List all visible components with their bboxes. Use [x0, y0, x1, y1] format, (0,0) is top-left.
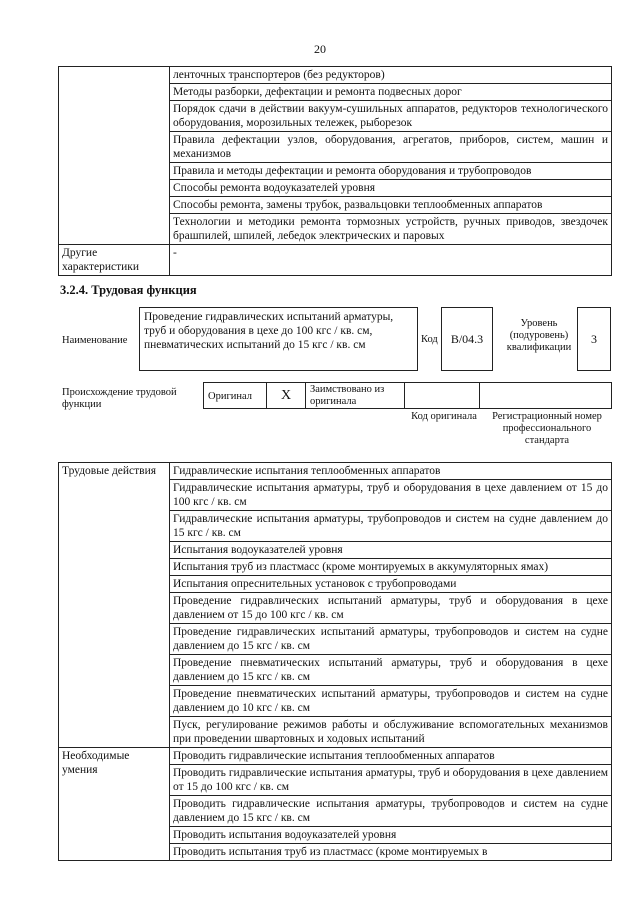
required-skills-label: Необходимые умения	[59, 748, 170, 861]
code-original-caption: Код оригинала	[411, 411, 477, 422]
name-label: Наименование	[62, 335, 128, 346]
knowledge-row: Технологии и методики ремонта тормозных устройств, ручных приводов, звездочек брашпилей, шпилей, лебедок электрических и паровых	[170, 214, 612, 245]
labor-action-row: Проведение гидравлических испытаний арматуры, трубопроводов и систем на судне давлением до 15 кгс / кв. см	[170, 624, 612, 655]
other-characteristics-label: Другие характеристики	[59, 245, 170, 276]
qualification-level-label: Уровень (подуровень) квалификации	[506, 318, 572, 353]
function-details-table	[58, 462, 612, 861]
original-mark: X	[266, 382, 306, 409]
knowledge-row: Способы ремонта водоуказателей уровня	[170, 180, 612, 197]
reg-number-cell	[479, 382, 612, 409]
labor-action-row: Испытания труб из пластмасс (кроме монтируемых в аккумуляторных ямах)	[170, 559, 612, 576]
reg-number-caption: Регистрационный номер профессионального стандарта	[492, 411, 602, 446]
knowledge-row: Правила дефектации узлов, оборудования, агрегатов, приборов, систем, машин и механизмов	[170, 132, 612, 163]
knowledge-row: Правила и методы дефектации и ремонта оборудования и трубопроводов	[170, 163, 612, 180]
skill-row: Проводить гидравлические испытания арматуры, трубопроводов и систем на судне давлением до 15 кгс / кв. см	[170, 796, 612, 827]
knowledge-row: Порядок сдачи в действии вакуум-сушильных аппаратов, редукторов технологического оборудования, морозильных тележек, рыборезок	[170, 101, 612, 132]
labor-action-row: Гидравлические испытания арматуры, трубопроводов и систем на судне давлением до 15 кгс / кв. см	[170, 511, 612, 542]
labor-action-row: Пуск, регулирование режимов работы и обслуживание вспомогательных механизмов при проведении швартовных и ходовых испытаний	[170, 717, 612, 748]
borrowed-cell: Заимствовано из оригинала	[305, 382, 405, 409]
knowledge-row: Методы разборки, дефектации и ремонта подвесных дорог	[170, 84, 612, 101]
origin-label: Происхождение трудовой функции	[62, 387, 177, 410]
labor-action-row: Проведение пневматических испытаний арматуры, труб и оборудования в цехе давлением до 15 кгс / кв. см	[170, 655, 612, 686]
other-characteristics-value: -	[170, 245, 612, 276]
skill-row: Проводить гидравлические испытания арматуры, труб и оборудования в цехе давлением от 15 до 100 кгс / кв. см	[170, 765, 612, 796]
page-number: 20	[314, 42, 326, 56]
labor-action-row: Испытания водоуказателей уровня	[170, 542, 612, 559]
section-heading: 3.2.4. Трудовая функция	[60, 283, 197, 297]
label-cell-empty	[59, 67, 170, 245]
skill-row: Проводить гидравлические испытания теплообменных аппаратов	[170, 748, 612, 765]
labor-action-row: Проведение пневматических испытаний арматуры, трубопроводов и систем на судне давлением до 10 кгс / кв. см	[170, 686, 612, 717]
labor-action-row: Гидравлические испытания арматуры, труб и оборудования в цехе давлением от 15 до 100 кгс / кв. см	[170, 480, 612, 511]
knowledge-row: ленточных транспортеров (без редукторов)	[170, 67, 612, 84]
code-original-cell	[404, 382, 480, 409]
labor-action-row: Испытания опреснительных установок с трубопроводами	[170, 576, 612, 593]
skill-row: Проводить испытания труб из пластмасс (кроме монтируемых в	[170, 844, 612, 861]
knowledge-row: Способы ремонта, замены трубок, развальцовки теплообменных аппаратов	[170, 197, 612, 214]
original-cell: Оригинал	[203, 382, 267, 409]
labor-action-row: Проведение гидравлических испытаний арматуры, труб и оборудования в цехе давлением от 15 до 100 кгс / кв. см	[170, 593, 612, 624]
qualification-level-box: 3	[577, 307, 611, 371]
function-code-box: B/04.3	[441, 307, 493, 371]
code-label: Код	[421, 334, 438, 345]
function-name-box: Проведение гидравлических испытаний арматуры, труб и оборудования в цехе до 100 кгс / кв. см, пневматических испытаний до 15 кгс / кв. см	[139, 307, 418, 371]
knowledge-table	[58, 66, 612, 276]
labor-actions-label: Трудовые действия	[59, 463, 170, 748]
labor-action-row: Гидравлические испытания теплообменных аппаратов	[170, 463, 612, 480]
skill-row: Проводить испытания водоуказателей уровня	[170, 827, 612, 844]
